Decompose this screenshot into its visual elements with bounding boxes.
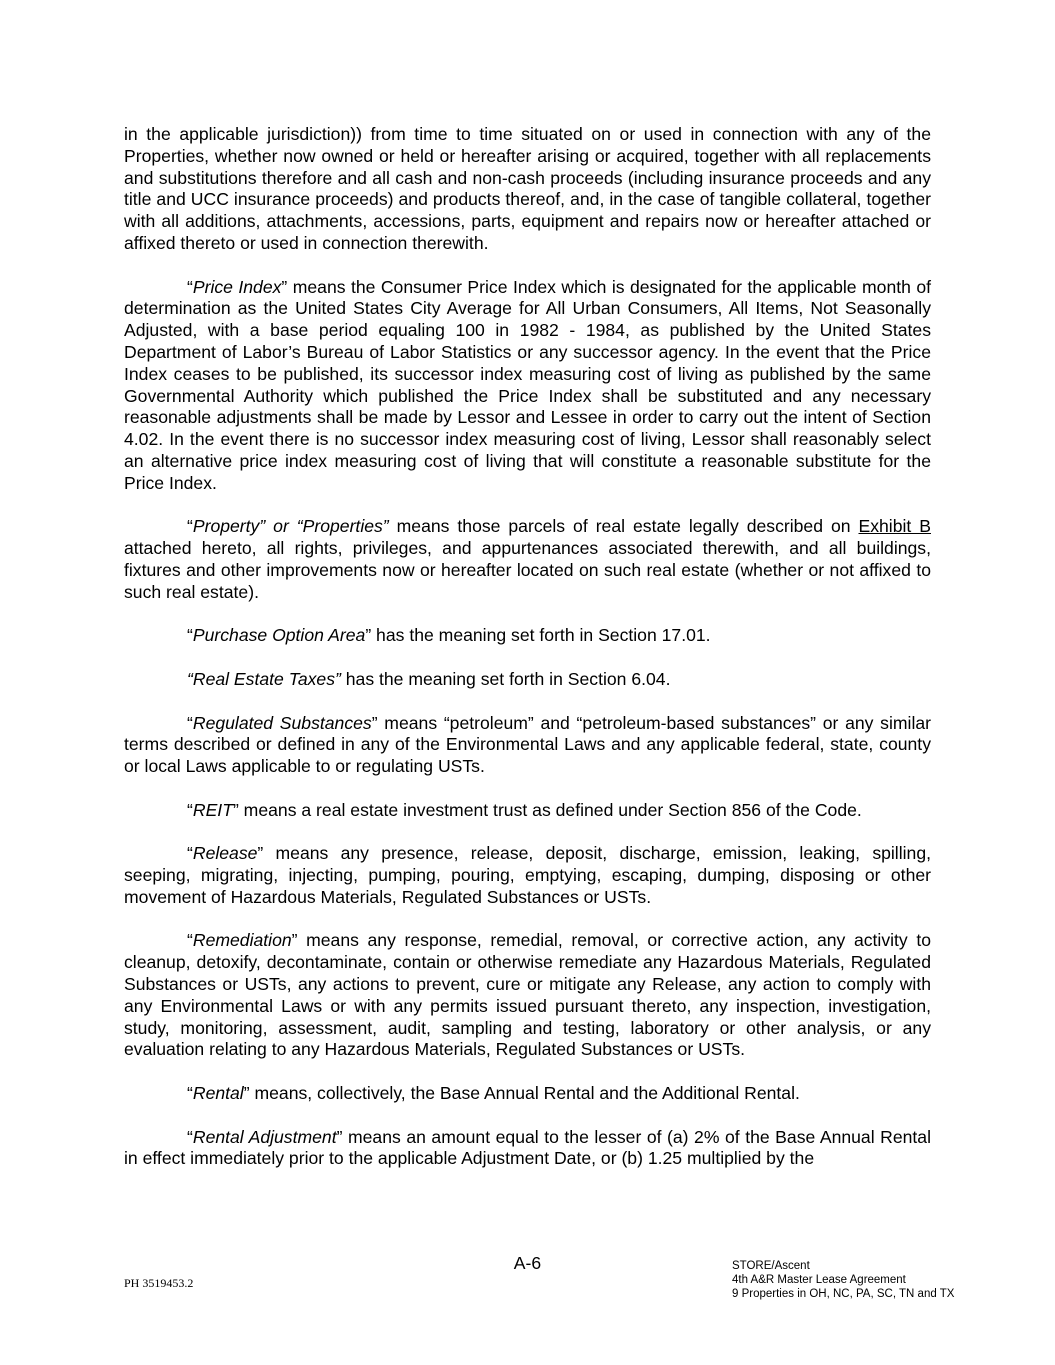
document-id: PH 3519453.2 [124, 1276, 194, 1290]
definition-real-estate-taxes [124, 669, 931, 691]
defined-term: Release [192, 843, 258, 864]
definition-reit: “REIT” means a real estate investment trust as defined under Section 856 of the Code. [187, 799, 862, 820]
defined-term: Property” or “Properties” [192, 516, 389, 537]
definition-purchase-option-area: “Purchase Option Area” has the meaning set forth in Section 17.01. [187, 625, 711, 646]
definition-text: ” means, collectively, the Base Annual Rental and the Additional Rental. [243, 1083, 800, 1104]
footer-line-1: STORE/Ascent [732, 1260, 810, 1272]
defined-term: Price Index [192, 276, 282, 297]
definition-text: ” means an amount equal to the lesser of (a) 2% of the Base Annual Rental in effect immediately prior to the applicable Adjustment Date, or (b) 1.25 multiplied by the [124, 1126, 931, 1169]
definition-text: ” means any response, remedial, removal, or corrective action, any activity to cleanup, detoxify, decontaminate, contain or otherwise remediate any Hazardous Materials, Regulated Substances or USTs, any actions to prevent, cure or mitigate any Release, any action to comply with any Environmental Laws or with any permits issued pursuant thereto, any inspection, investigation, study, monitoring, assessment, audit, sampling and testing, laboratory or other analysis, or any evaluation relating to any Hazardous Materials, Regulated Substances or USTs. [124, 930, 931, 1060]
definition-price-index: “Price Index” means the Consumer Price Index which is designated for the applicable month of determination as the United States City Average for All Urban Consumers, All Items, Not Seasonally Adjusted, with a base period equaling 100 in 1982 - 1984, as published by the United States Department of Labor’s Bureau of Labor Statistics or any successor agency. In the event that the Price Index ceases to be published, its successor index measuring cost of living as published by the same Governmental Authority which published the Price Index shall be substituted and any necessary reasonable adjustments shall be made by Lessor and Lessee in order to carry out the intent of Section 4.02. In the event there is no successor index measuring cost of living, Lessor shall reasonably select an alternative price index measuring cost of living that will constitute a reasonable substitute for the Price Index. [124, 276, 932, 493]
exhibit-reference: Exhibit B [858, 516, 931, 537]
definition-text: has the meaning set forth in Section 6.04. [340, 668, 671, 689]
definition-regulated-substances: “Regulated Substances” means “petroleum” and “petroleum-based substances” or any similar terms described or defined in any of the Environmental Laws and any applicable federal, state, county or local Laws applicable to or regulating USTs. [124, 712, 931, 777]
page-number: A-6 [513, 1253, 542, 1273]
defined-term: “Real Estate Taxes” [187, 668, 341, 689]
defined-term: Rental Adjustment [192, 1126, 337, 1147]
definition-text: ” means “petroleum” and “petroleum-based substances” or any similar terms described or defined in any of the Environmental Laws and any applicable federal, state, county or local Laws applicable to or regulating USTs. [124, 712, 931, 777]
defined-term: Rental [192, 1083, 244, 1104]
definition-rental-adjustment: “Rental Adjustment” means an amount equal to the lesser of (a) 2% of the Base Annual Rental in effect immediately prior to the applicable Adjustment Date, or (b) 1.25 multiplied by the [124, 1126, 931, 1169]
definition-remediation: “Remediation” means any response, remedial, removal, or corrective action, any activity to cleanup, detoxify, decontaminate, contain or otherwise remediate any Hazardous Materials, Regulated Substances or USTs, any actions to prevent, cure or mitigate any Release, any action to comply with any Environmental Laws or with any permits issued pursuant thereto, any inspection, investigation, study, monitoring, assessment, audit, sampling and testing, laboratory or other analysis, or any evaluation relating to any Hazardous Materials, Regulated Substances or USTs. [124, 930, 931, 1060]
definition-property: “Property” or “Properties” means those parcels of real estate legally described on Exhibit B attached hereto, all rights, privileges, and appurtenances associated therewith, and all buildings, fixtures and other improvements now or hereafter located on such real estate (whether or not affixed to such real estate). [124, 516, 931, 602]
definition-rental: “Rental” means, collectively, the Base Annual Rental and the Additional Rental. [187, 1083, 800, 1104]
definition-release: “Release” means any presence, release, deposit, discharge, emission, leaking, spilling, seeping, migrating, injecting, pumping, pouring, emptying, escaping, dumping, disposing or other movement of Hazardous Materials, Regulated Substances or USTs. [124, 843, 931, 907]
footer-line-2: 4th A&R Master Lease Agreement [732, 1274, 906, 1286]
definition-text: ” means any presence, release, deposit, discharge, emission, leaking, spilling, seeping, migrating, injecting, pumping, pouring, emptying, escaping, dumping, disposing or other movement of Hazardous Materials, Regulated Substances or USTs. [124, 843, 931, 907]
defined-term: Remediation [192, 930, 292, 951]
definition-text: ” has the meaning set forth in Section 17.01. [365, 625, 711, 646]
footer-document-info [732, 1259, 954, 1301]
defined-term: REIT [192, 799, 233, 820]
document-body [124, 124, 931, 1192]
definition-text: ” means the Consumer Price Index which is designated for the applicable month of determination as the United States City Average for All Urban Consumers, All Items, Not Seasonally Adjusted, with a base period equaling 100 in 1982 - 1984, as published by the United States Department of Labor’s Bureau of Labor Statistics or any successor agency. In the event that the Price Index ceases to be published, its successor index measuring cost of living as published by the same Governmental Authority which published the Price Index shall be substituted and any necessary reasonable adjustments shall be made by Lessor and Lessee in order to carry out the intent of Section 4.02. In the event there is no successor index measuring cost of living, Lessor shall reasonably select an alternative price index measuring cost of living that will constitute a reasonable substitute for the Price Index. [124, 276, 932, 493]
definition-text: ” means a real estate investment trust as defined under Section 856 of the Code. [232, 799, 862, 820]
defined-term: Regulated Substances [192, 712, 372, 733]
continuation-paragraph: in the applicable jurisdiction)) from time to time situated on or used in connection with any of the Properties, whether now owned or held or hereafter arising or acquired, together with all replacements and substitutions therefore and all cash and non-cash proceeds (including insurance proceeds and any title and UCC insurance proceeds) and products thereof, and, in the case of tangible collateral, together with all additions, attachments, accessions, parts, equipment and repairs now or hereafter attached or affixed thereto or used in connection therewith. [124, 124, 931, 253]
footer-line-3: 9 Properties in OH, NC, PA, SC, TN and TX [732, 1288, 955, 1300]
defined-term: Purchase Option Area [192, 625, 366, 646]
definition-text: means those parcels of real estate legally described on [388, 516, 859, 537]
definition-text: attached hereto, all rights, privileges, and appurtenances associated therewith, and all buildings, fixtures and other improvements now or hereafter located on such real estate (whether or not affixed to such real estate). [124, 538, 931, 602]
